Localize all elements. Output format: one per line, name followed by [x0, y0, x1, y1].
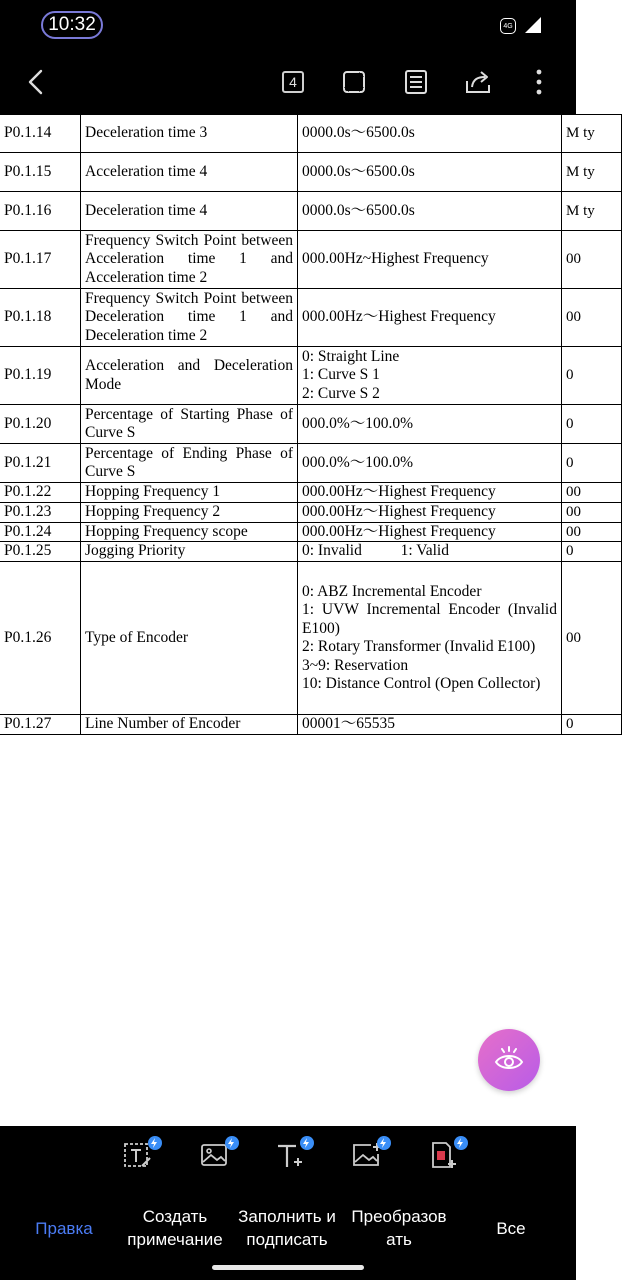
param-range: 0000.0s～6500.0s [298, 115, 562, 153]
param-range: 000.00Hz～Highest Frequency [298, 502, 562, 522]
param-code: P0.1.22 [0, 483, 81, 503]
param-code: P0.1.17 [0, 231, 81, 289]
param-extra: 00 [562, 522, 622, 542]
table-row [0, 444, 622, 483]
table-row [0, 289, 622, 347]
table-row [0, 562, 622, 715]
param-name: Frequency Switch Point between Deceleration time 1 and Deceleration time 2 [81, 289, 298, 347]
param-extra: M ty [562, 153, 622, 192]
tab-all[interactable]: Все [496, 1218, 526, 1238]
param-code: P0.1.25 [0, 542, 81, 562]
add-image-tool[interactable] [349, 1138, 385, 1174]
tab-convert-label: Преобразовать [351, 1207, 447, 1249]
param-extra: 0 [562, 444, 622, 483]
param-range: 000.00Hz～Highest Frequency [298, 483, 562, 503]
param-extra: 0 [562, 405, 622, 444]
param-name: Acceleration time 4 [81, 153, 298, 192]
param-range: 0: Straight Line 1: Curve S 1 2: Curve S 2 [298, 347, 562, 405]
param-extra: 00 [562, 502, 622, 522]
param-code: P0.1.14 [0, 115, 81, 153]
param-name: Hopping Frequency scope [81, 522, 298, 542]
table-row [0, 522, 622, 542]
edit-image-tool[interactable] [197, 1138, 233, 1174]
reading-mode-button[interactable] [398, 64, 434, 100]
status-time: 10:32 [41, 11, 103, 39]
param-range: 000.0%～100.0% [298, 405, 562, 444]
document-icon [403, 69, 429, 95]
add-text-tool[interactable] [272, 1138, 308, 1174]
param-name: Hopping Frequency 1 [81, 483, 298, 503]
tab-create-note[interactable]: Создать примечание [127, 1207, 223, 1249]
tab-fill-sign[interactable]: Заполнить и подписать [238, 1207, 336, 1249]
fullscreen-icon [341, 69, 367, 95]
tab-edit[interactable]: Правка [35, 1218, 93, 1238]
premium-bolt-icon [454, 1136, 468, 1150]
table-row [0, 115, 622, 153]
param-extra: 0 [562, 347, 622, 405]
param-range: 000.0%～100.0% [298, 444, 562, 483]
param-extra: M ty [562, 115, 622, 153]
premium-bolt-icon [377, 1136, 391, 1150]
param-code: P0.1.15 [0, 153, 81, 192]
table-row [0, 483, 622, 503]
share-button[interactable] [460, 64, 496, 100]
param-extra: 0 [562, 542, 622, 562]
param-extra: 00 [562, 562, 622, 715]
param-name: Acceleration and Deceleration Mode [81, 347, 298, 405]
parameter-table [0, 114, 622, 735]
param-range: 000.00Hz~Highest Frequency [298, 231, 562, 289]
param-extra: 00 [562, 483, 622, 503]
edit-tools-bar [0, 1126, 576, 1188]
param-range: 0: ABZ Incremental Encoder 1: UVW Incremental Encoder (Invalid E100) 2: Rotary Transformer (Invalid E100) 3~9: Reservation 10: Distance Control (Open Collector) [298, 562, 562, 715]
home-indicator [212, 1265, 364, 1270]
param-name: Deceleration time 4 [81, 192, 298, 231]
network-badge: 4G [500, 18, 516, 34]
param-code: P0.1.27 [0, 715, 81, 735]
document-page[interactable] [0, 114, 595, 1126]
param-code: P0.1.26 [0, 562, 81, 715]
table-row [0, 347, 622, 405]
param-extra: 00 [562, 289, 622, 347]
signal-icon [524, 16, 542, 34]
add-page-tool[interactable] [426, 1138, 462, 1174]
more-vertical-icon [535, 68, 543, 96]
fullscreen-button[interactable] [336, 64, 372, 100]
param-code: P0.1.20 [0, 405, 81, 444]
param-code: P0.1.19 [0, 347, 81, 405]
edit-text-tool[interactable] [120, 1138, 156, 1174]
table-row [0, 542, 622, 562]
share-icon [464, 69, 492, 95]
param-range: 0: Invalid 1: Valid [298, 542, 562, 562]
param-name: Jogging Priority [81, 542, 298, 562]
param-extra: M ty [562, 192, 622, 231]
param-range: 000.00Hz～Highest Frequency [298, 289, 562, 347]
premium-bolt-icon [225, 1136, 239, 1150]
table-row [0, 153, 622, 192]
top-toolbar [0, 52, 576, 114]
param-range: 0000.0s～6500.0s [298, 192, 562, 231]
table-row [0, 231, 622, 289]
more-menu-button[interactable] [521, 64, 557, 100]
param-extra: 0 [562, 715, 622, 735]
param-code: P0.1.21 [0, 444, 81, 483]
tab-convert[interactable] [343, 1204, 455, 1252]
back-button[interactable] [18, 64, 54, 100]
premium-bolt-icon [148, 1136, 162, 1150]
table-row [0, 192, 622, 231]
param-name: Frequency Switch Point between Acceleration time 1 and Acceleration time 2 [81, 231, 298, 289]
table-row [0, 405, 622, 444]
param-code: P0.1.16 [0, 192, 81, 231]
param-range: 000.00Hz～Highest Frequency [298, 522, 562, 542]
table-row [0, 502, 622, 522]
premium-bolt-icon [300, 1136, 314, 1150]
param-range: 0000.0s～6500.0s [298, 153, 562, 192]
param-code: P0.1.23 [0, 502, 81, 522]
param-name: Percentage of Starting Phase of Curve S [81, 405, 298, 444]
param-code: P0.1.24 [0, 522, 81, 542]
status-bar [0, 0, 576, 52]
chevron-left-icon [26, 68, 46, 96]
page-number-badge: 4 [282, 71, 304, 93]
param-name: Hopping Frequency 2 [81, 502, 298, 522]
param-code: P0.1.18 [0, 289, 81, 347]
param-name: Type of Encoder [81, 562, 298, 715]
param-name: Percentage of Ending Phase of Curve S [81, 444, 298, 483]
param-extra: 00 [562, 231, 622, 289]
page-count-button[interactable] [275, 64, 311, 100]
param-name: Deceleration time 3 [81, 115, 298, 153]
param-range: 00001～65535 [298, 715, 562, 735]
param-name: Line Number of Encoder [81, 715, 298, 735]
eye-sparkle-icon [493, 1044, 525, 1076]
table-row [0, 715, 622, 735]
ai-view-fab[interactable] [478, 1029, 540, 1091]
